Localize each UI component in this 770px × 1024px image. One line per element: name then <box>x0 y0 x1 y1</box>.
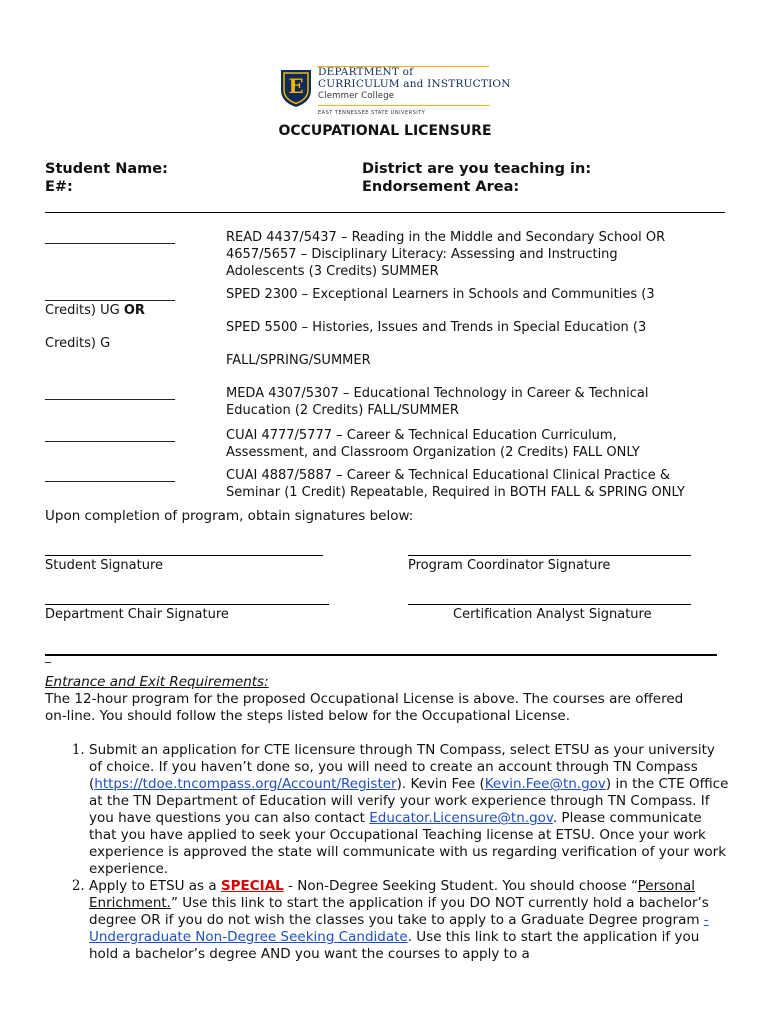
step-2-text-c: ” Use this link to start the application if you DO NOT currently hold a bachelor’s degree OR if you do not wish the classes you take to apply to a Graduate Degree program <box>89 895 709 928</box>
student-signature-label: Student Signature <box>45 558 164 573</box>
step-1-text-b: ). Kevin Fee ( <box>396 776 485 792</box>
e-number-label: E#: <box>45 179 73 195</box>
course-meda <box>226 385 726 419</box>
cuai4887-blank[interactable]: ____________________ <box>45 468 175 483</box>
logo-bottom-rule <box>318 105 490 106</box>
requirements-intro-line1: The 12-hour program for the proposed Occupational License is above. The courses are offered <box>45 691 684 707</box>
course-read-line1: READ 4437/5437 – Reading in the Middle and Secondary School OR <box>226 230 666 245</box>
undergraduate-non-degree-link[interactable]: - Undergraduate Non-Degree Seeking Candidate <box>89 912 709 945</box>
step-1 <box>89 742 730 878</box>
kevin-fee-email-link[interactable]: Kevin.Fee@tn.gov <box>484 776 606 792</box>
personal-enrichment-text: Personal Enrichment. <box>89 878 695 911</box>
divider-dash: _ <box>45 649 51 663</box>
meda-blank[interactable]: ____________________ <box>45 386 175 401</box>
coordinator-signature-line[interactable] <box>408 555 691 556</box>
header-divider <box>45 212 725 213</box>
course-sped2300: SPED 2300 – Exceptional Learners in Schools and Communities (3 <box>226 287 655 302</box>
sped2300-blank[interactable]: ____________________ <box>45 287 175 302</box>
logo-letter: E <box>288 74 304 98</box>
course-cuai4887-line1: CUAI 4887/5887 – Career & Technical Educational Clinical Practice & <box>226 468 671 483</box>
educator-licensure-email-link[interactable]: Educator.Licensure@tn.gov <box>369 810 553 826</box>
or-word: OR <box>123 303 145 318</box>
course-cuai4777-line2: Assessment, and Classroom Organization (2 Credits) FALL ONLY <box>226 445 640 460</box>
special-label: SPECIAL <box>220 878 284 894</box>
step-2 <box>89 878 730 963</box>
endorsement-label: Endorsement Area: <box>362 179 520 195</box>
course-read <box>226 229 726 280</box>
tncompass-register-link[interactable]: https://tdoe.tncompass.org/Account/Register <box>94 776 397 792</box>
chair-signature-line[interactable] <box>45 604 329 605</box>
requirements-intro-line2: on-line. You should follow the steps listed below for the Occupational License. <box>45 708 571 724</box>
read-blank[interactable]: ____________________ <box>45 230 175 245</box>
student-signature-line[interactable] <box>45 555 323 556</box>
course-sped2300-cont <box>45 302 145 319</box>
cuai4777-blank[interactable]: ____________________ <box>45 428 175 443</box>
logo-text <box>318 66 511 119</box>
requirements-divider <box>45 654 717 656</box>
course-sped-term: FALL/SPRING/SUMMER <box>226 353 371 368</box>
analyst-signature-label: Certification Analyst Signature <box>453 607 652 622</box>
step-1-text-a: Submit an application for CTE licensure through TN Compass, select ETSU as your university of choice. If you haven’t done so, you will need to create an account through TN Compass ( <box>89 742 715 792</box>
requirements-steps <box>45 742 730 963</box>
course-sped5500-cont: Credits) G <box>45 336 111 351</box>
step-2-text-d: . Use this link to start the application if you hold a bachelor’s degree AND you want the courses to apply to a <box>89 929 700 962</box>
step-2-text-b: - Non-Degree Seeking Student. You should choose “ <box>283 878 638 894</box>
logo-line-university: EAST TENNESSEE STATE UNIVERSITY <box>318 110 426 116</box>
course-read-line3: Adolescents (3 Credits) SUMMER <box>226 264 439 279</box>
course-read-line2: 4657/5657 – Disciplinary Literacy: Assessing and Instructing <box>226 247 618 262</box>
requirements-intro <box>45 691 735 725</box>
course-cuai4777 <box>226 427 726 461</box>
coordinator-signature-label: Program Coordinator Signature <box>408 558 611 573</box>
step-1-text-c: ) in the CTE Office at the TN Department of Education will verify your work experience through TN Compass. If you have questions you can also contact <box>89 776 729 826</box>
logo-line-department: DEPARTMENT of <box>318 66 414 78</box>
course-sped5500: SPED 5500 – Histories, Issues and Trends in Special Education (3 <box>226 320 647 335</box>
signatures-intro: Upon completion of program, obtain signatures below: <box>45 508 414 524</box>
course-cuai4887 <box>226 467 736 501</box>
logo-line-curriculum: CURRICULUM and INSTRUCTION <box>318 78 511 90</box>
step-2-text-a: Apply to ETSU as a <box>89 878 221 894</box>
chair-signature-label: Department Chair Signature <box>45 607 229 622</box>
course-meda-line1: MEDA 4307/5307 – Educational Technology in Career & Technical <box>226 386 649 401</box>
course-meda-line2: Education (2 Credits) FALL/SUMMER <box>226 403 459 418</box>
step-1-text-d: . Please communicate that you have applied to seek your Occupational Teaching license at ETSU. Once your work experience is approved the state will communicate with us regarding verification of your work experience. <box>89 810 727 877</box>
student-name-label: Student Name: <box>45 161 168 177</box>
page-title: OCCUPATIONAL LICENSURE <box>278 123 492 139</box>
logo-line-college: Clemmer College <box>318 91 395 101</box>
requirements-heading: Entrance and Exit Requirements: <box>45 674 269 690</box>
course-cuai4887-line2: Seminar (1 Credit) Repeatable, Required in BOTH FALL & SPRING ONLY <box>226 485 685 500</box>
sped2300-credits-ug: Credits) UG <box>45 303 120 318</box>
course-cuai4777-line1: CUAI 4777/5777 – Career & Technical Education Curriculum, <box>226 428 617 443</box>
analyst-signature-line[interactable] <box>408 604 691 605</box>
district-label: District are you teaching in: <box>362 161 592 177</box>
